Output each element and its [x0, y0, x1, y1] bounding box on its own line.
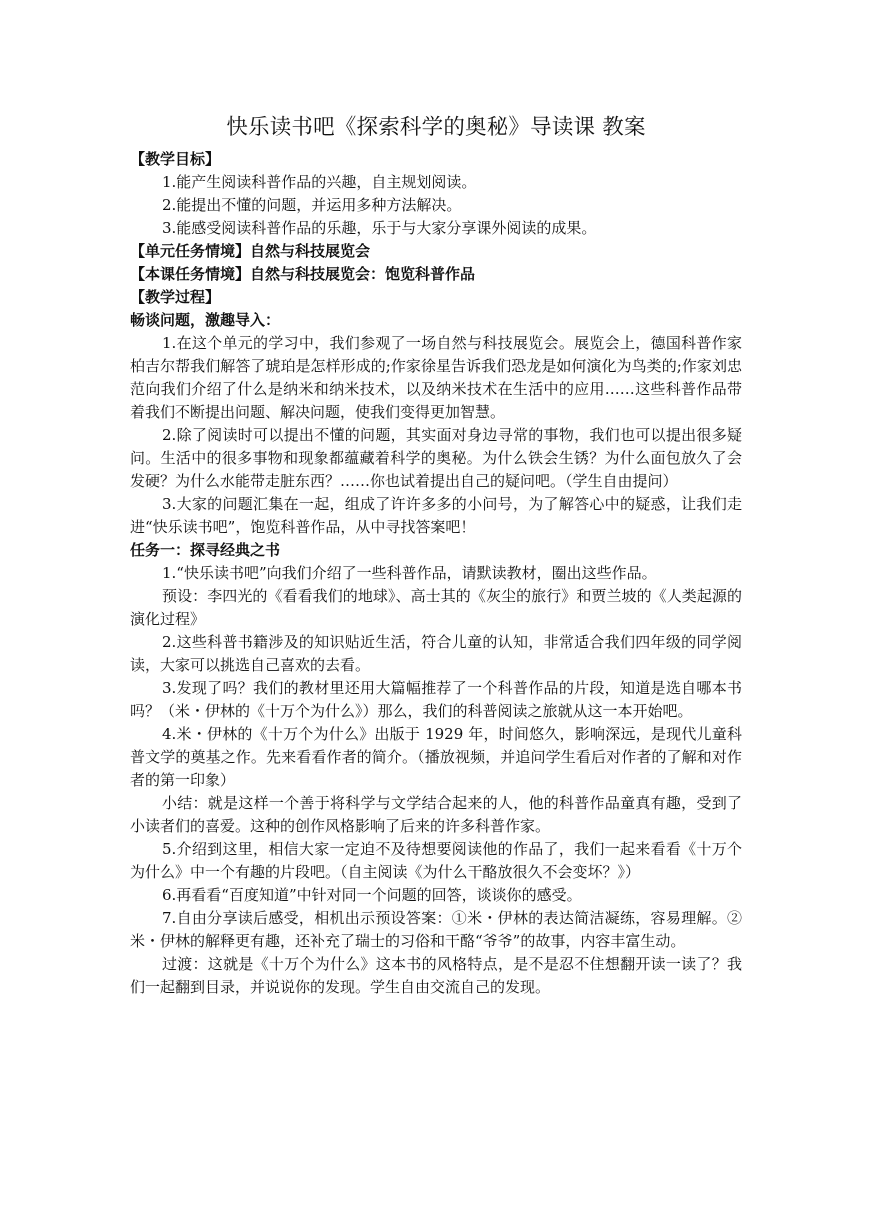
intro-paragraph: 3.大家的问题汇集在一起，组成了许许多多的小问号，为了解答心中的疑惑，让我们走进“快乐读书吧”，饱览科普作品，从中寻找答案吧！ — [130, 495, 742, 536]
document-page — [130, 112, 742, 999]
intro-paragraph: 1.在这个单元的学习中，我们参观了一场自然与科技展览会。展览会上，德国科普作家柏吉尔帮我们解答了琥珀是怎样形成的;作家徐星告诉我们恐龙是如何演化为鸟类的;作家刘忠范向我们介绍了什么是纳米和纳米技术，以及纳米技术在生活中的应用……这些科普作品带着我们不断提出问题、解决问题，使我们变得更加智慧。 — [130, 334, 742, 421]
process-heading: 【教学过程】 — [130, 288, 221, 306]
unit-situation: 【单元任务情境】自然与科技展览会 — [130, 242, 371, 260]
task1-paragraph: 4.米・伊林的《十万个为什么》出版于 1929 年，时间悠久，影响深远，是现代儿童科普文学的奠基之作。先来看看作者的简介。（播放视频，并追问学生看后对作者的了解和对作者的第一印象） — [130, 725, 742, 789]
task1-paragraph: 2.这些科普书籍涉及的知识贴近生活，符合儿童的认知，非常适合我们四年级的同学阅读，大家可以挑选自己喜欢的去看。 — [130, 633, 742, 674]
task1-paragraph: 预设：李四光的《看看我们的地球》、高士其的《灰尘的旅行》和贾兰坡的《人类起源的演化过程》 — [130, 587, 742, 628]
task1-paragraph: 5.介绍到这里，相信大家一定迫不及待想要阅读他的作品了，我们一起来看看《十万个为什么》中一个有趣的片段吧。（自主阅读《为什么干酪放很久不会变坏？》） — [130, 840, 742, 881]
goal-item: 2.能提出不懂的问题，并运用多种方法解决。 — [162, 196, 462, 214]
goal-item: 3.能感受阅读科普作品的乐趣，乐于与大家分享课外阅读的成果。 — [162, 219, 597, 237]
intro-paragraph: 2.除了阅读时可以提出不懂的问题，其实面对身边寻常的事物，我们也可以提出很多疑问。生活中的很多事物和现象都蕴藏着科学的奥秘。为什么铁会生锈？为什么面包放久了会发硬？为什么水能带走脏东西？……你也试着提出自己的疑问吧。（学生自由提问） — [130, 426, 742, 490]
goal-item: 1.能产生阅读科普作品的兴趣，自主规划阅读。 — [162, 173, 477, 191]
task1-paragraph: 3.发现了吗？我们的教材里还用大篇幅推荐了一个科普作品的片段，知道是选自哪本书吗？（米・伊林的《十万个为什么》）那么，我们的科普阅读之旅就从这一本开始吧。 — [130, 679, 742, 720]
task1-paragraph: 过渡：这就是《十万个为什么》这本书的风格特点，是不是忍不住想翻开读一读了？我们一起翻到目录，并说说你的发现。学生自由交流自己的发现。 — [130, 955, 742, 996]
intro-heading: 畅谈问题，激趣导入： — [130, 311, 281, 329]
document-title: 快乐读书吧《探索科学的奥秘》导读课 教案 — [226, 115, 646, 140]
task1-paragraph: 6.再看看“百度知道”中针对同一个问题的回答，谈谈你的感受。 — [162, 886, 582, 904]
goals-heading: 【教学目标】 — [130, 150, 221, 168]
task1-paragraph: 1.“快乐读书吧”向我们介绍了一些科普作品，请默读教材，圈出这些作品。 — [162, 564, 657, 582]
task1-heading: 任务一：探寻经典之书 — [130, 541, 281, 559]
task1-paragraph: 7.自由分享读后感受，相机出示预设答案：①米・伊林的表达简洁凝练，容易理解。②米・伊林的解释更有趣，还补充了瑞士的习俗和干酪“爷爷”的故事，内容丰富生动。 — [130, 909, 742, 950]
task1-paragraph: 小结：就是这样一个善于将科学与文学结合起来的人，他的科普作品童真有趣，受到了小读者们的喜爱。这种的创作风格影响了后来的许多科普作家。 — [130, 794, 742, 835]
lesson-situation: 【本课任务情境】自然与科技展览会：饱览科普作品 — [130, 265, 476, 283]
